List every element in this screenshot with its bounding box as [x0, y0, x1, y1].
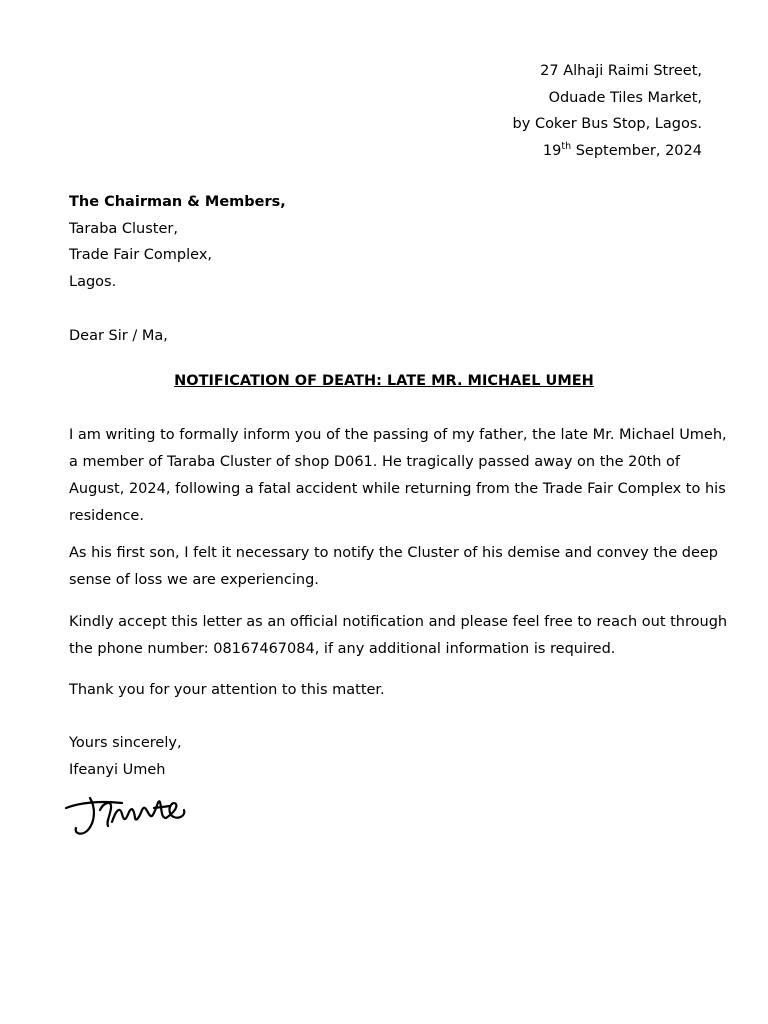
- sender-address-line-3: by Coker Bus Stop, Lagos.: [512, 116, 702, 132]
- date-suffix: th: [561, 140, 572, 152]
- recipient-line-2: Taraba Cluster,: [69, 220, 178, 237]
- recipient-address: [69, 189, 286, 295]
- body-line: Thank you for your attention to this matter.: [69, 682, 385, 698]
- date-day: 19: [542, 142, 562, 159]
- sender-address-line-1: 27 Alhaji Raimi Street,: [540, 63, 702, 79]
- signatory-name: Ifeanyi Umeh: [69, 762, 166, 778]
- handwritten-signature-icon: [62, 788, 192, 844]
- sender-address-line-2: Oduade Tiles Market,: [548, 89, 702, 106]
- body-line: residence.: [69, 508, 144, 524]
- body-line: sense of loss we are experiencing.: [69, 572, 319, 588]
- body-line: I am writing to formally inform you of the passing of my father, the late Mr. Michael Umeh,: [69, 427, 727, 443]
- sender-address: [513, 58, 702, 164]
- subject-heading: NOTIFICATION OF DEATH: LATE MR. MICHAEL UMEH: [174, 373, 594, 389]
- recipient-line-4: Lagos.: [69, 273, 117, 290]
- body-line: August, 2024, following a fatal accident while returning from the Trade Fair Complex to his: [69, 481, 726, 497]
- valediction: Yours sincerely,: [69, 735, 182, 751]
- recipient-line-1: The Chairman & Members,: [69, 194, 286, 210]
- body-line: Kindly accept this letter as an official notification and please feel free to reach out through: [69, 614, 728, 630]
- body-paragraph-3: [69, 609, 728, 663]
- body-line: the phone number: 08167467084, if any additional information is required.: [69, 641, 616, 657]
- letter-date: [513, 138, 702, 165]
- salutation: Dear Sir / Ma,: [69, 328, 168, 344]
- body-paragraph-1: [69, 422, 727, 530]
- body-line: As his first son, I felt it necessary to notify the Cluster of his demise and convey the deep: [69, 545, 719, 561]
- body-paragraph-4: [69, 677, 709, 704]
- closing-block: [69, 730, 182, 784]
- recipient-line-3: Trade Fair Complex,: [69, 247, 213, 263]
- body-line: a member of Taraba Cluster of shop D061. He tragically passed away on the 20th of: [69, 454, 681, 470]
- date-month-year: September, 2024: [571, 142, 702, 159]
- body-paragraph-2: [69, 540, 719, 594]
